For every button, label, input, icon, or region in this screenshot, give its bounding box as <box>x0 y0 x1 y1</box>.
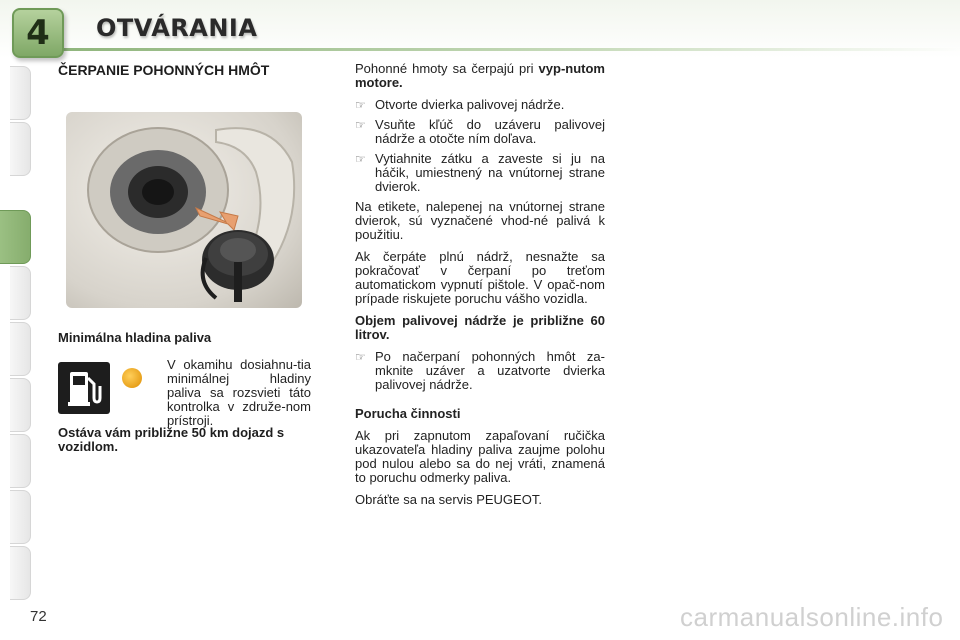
fault-service: Obráťte sa na servis PEUGEOT. <box>355 492 542 507</box>
step-text: Po načerpaní pohonných hmôt za-mknite uzáver a uzatvorte dvierka palivovej nádrže. <box>375 349 605 392</box>
chapter-tab-8[interactable] <box>10 490 31 544</box>
chapter-tab-4[interactable] <box>10 266 31 320</box>
chapter-badge <box>12 8 64 58</box>
chapter-tab-6[interactable] <box>10 378 31 432</box>
chapter-tab-1[interactable] <box>10 66 31 120</box>
refuel-instructions <box>355 62 605 398</box>
step-text: Vytiahnite zátku a zaveste si ju na háčik, umiestnený na vnútornej strane dvierok. <box>375 151 605 194</box>
pointing-hand-icon: ☞ <box>355 152 366 166</box>
chapter-tab-active[interactable] <box>0 210 31 264</box>
step-text: Otvorte dvierka palivovej nádrže. <box>375 97 565 112</box>
chapter-tab-5[interactable] <box>10 322 31 376</box>
refuel-intro <box>355 62 605 90</box>
list-item <box>355 118 605 146</box>
fuel-filler-illustration <box>66 112 302 308</box>
min-level-text: V okamihu dosiahnu-tia minimálnej hladiny paliva sa rozsvieti táto kontrolka v združe-nom prístroji. <box>167 357 311 428</box>
fault-section <box>355 407 605 515</box>
fault-heading: Porucha činnosti <box>355 406 461 421</box>
list-item <box>355 98 605 112</box>
fuel-filler-photo <box>66 112 302 308</box>
list-item <box>355 152 605 194</box>
fault-text: Ak pri zapnutom zapaľovaní ručička ukazovateľa hladiny paliva zaujme polohu pod nulou alebo sa do nej vráti, znamená to poruchu odmerky paliva. <box>355 428 605 485</box>
fuel-pump-icon <box>58 362 110 414</box>
pointing-hand-icon: ☞ <box>355 350 366 364</box>
chapter-tab-2[interactable] <box>10 122 31 176</box>
chapter-title: OTVÁRANIA <box>96 14 258 42</box>
chapter-tab-7[interactable] <box>10 434 31 488</box>
refuel-intro-text: Pohonné hmoty sa čerpajú pri <box>355 61 539 76</box>
tank-capacity: Objem palivovej nádrže je približne 60 litrov. <box>355 313 605 342</box>
chapter-number: 4 <box>26 13 50 53</box>
range-note: Ostáva vám približne 50 km dojazd s vozidlom. <box>58 425 285 454</box>
page-number: 72 <box>30 608 47 625</box>
watermark: carmanualsonline.info <box>680 602 944 632</box>
step-text: Vsuňte kľúč do uzáveru palivovej nádrže a otočte ním doľava. <box>375 117 605 146</box>
pointing-hand-icon: ☞ <box>355 118 366 132</box>
pointing-hand-icon: ☞ <box>355 98 366 112</box>
warning-indicator-light <box>122 368 142 388</box>
list-item <box>355 350 605 392</box>
chapter-tab-9[interactable] <box>10 546 31 600</box>
header-rule <box>60 48 960 51</box>
label-note: Na etikete, nalepenej na vnútornej strane dvierok, sú vyznačené vhod-né palivá k použitiu. <box>355 199 605 242</box>
section-title: ČERPANIE POHONNÝCH HMÔT <box>58 62 270 78</box>
min-level-heading: Minimálna hladina paliva <box>58 330 212 345</box>
refuel-intro-bold: vyp-nutom motore. <box>355 61 605 90</box>
overfill-warning: Ak čerpáte plnú nádrž, nesnažte sa pokračovať v čerpaní po treťom automatickom vypnutí pištole. V opač-nom prípade riskujete poruchu vášho vozidla. <box>355 249 605 306</box>
